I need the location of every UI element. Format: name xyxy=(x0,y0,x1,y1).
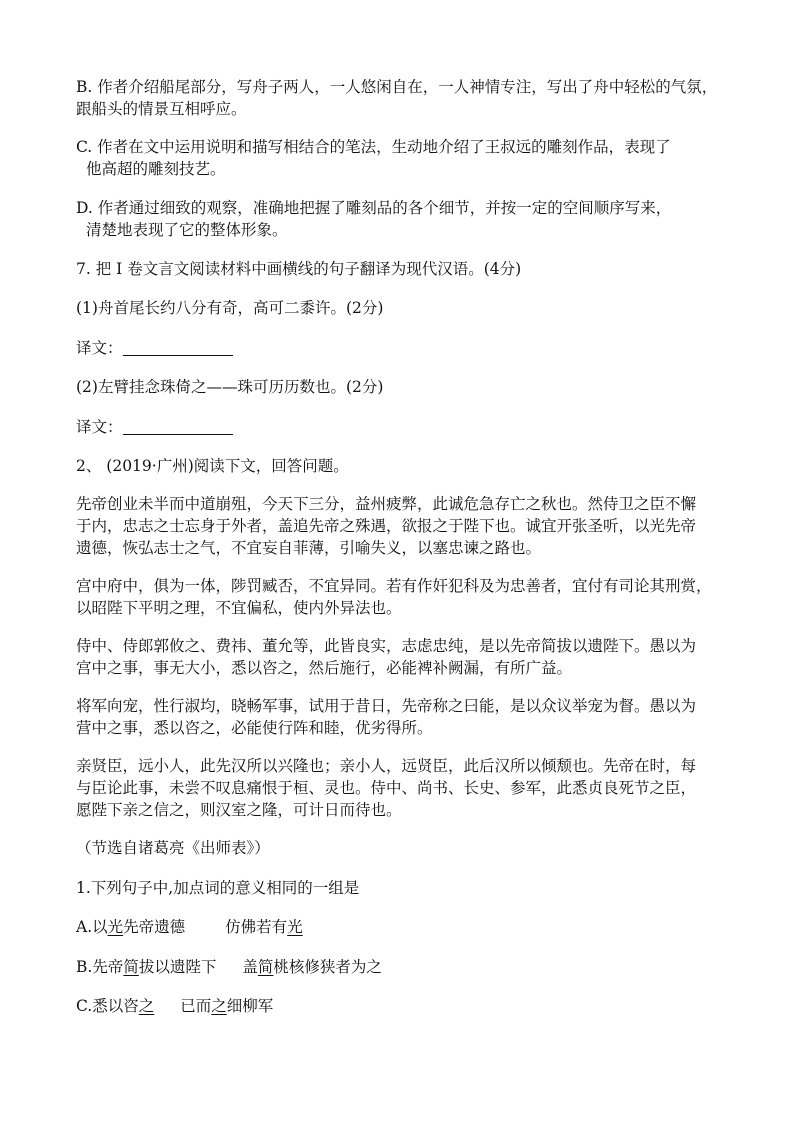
choice-b-prefix: B.先帝 xyxy=(76,958,124,976)
choice-b-compare-rest: 桃核修狭者为之 xyxy=(273,958,382,976)
option-b-line2: 跟船头的情景互相呼应。 xyxy=(76,100,247,118)
answer-blank-2[interactable] xyxy=(123,418,233,435)
passage-p5-line1: 亲贤臣，远小人，此先汉所以兴隆也；亲小人，远贤臣，此后汉所以倾颓也。先帝在时，每 xyxy=(76,757,697,775)
option-b-line1: B. 作者介绍船尾部分，写舟子两人，一人悠闲自在，一人神情专注，写出了舟中轻松的气氛， xyxy=(76,78,718,96)
choice-c-prefix: C.悉以咨 xyxy=(76,997,139,1015)
option-c-line1: C. 作者在文中运用说明和描写相结合的笔法，生动地介绍了王叔远的雕刻作品，表现了 xyxy=(76,138,671,156)
question-1-title: 1.下列句子中,加点词的意义相同的一组是 xyxy=(76,879,360,897)
choice-b-dotted-word: 简 xyxy=(123,958,139,976)
translation-label-2: 译文： xyxy=(76,418,123,436)
passage-p2-line1: 宫中府中，俱为一体，陟罚臧否，不宜异同。若有作奸犯科及为忠善者，宜付有司论其刑赏， xyxy=(76,577,712,595)
choice-b-compare-dotted-word: 简 xyxy=(257,958,274,976)
choice-c-compare-rest: 细柳军 xyxy=(226,997,274,1015)
choice-c-compare-prefix: 已而 xyxy=(180,997,212,1015)
choice-a-dotted-word: 光 xyxy=(107,918,124,936)
choice-b-compare-prefix: 盖 xyxy=(242,958,258,976)
passage-p3-line1: 侍中、侍郎郭攸之、费祎、董允等，此皆良实，志虑忠纯，是以先帝简拔以遗陛下。愚以为 xyxy=(76,637,697,655)
choice-a-compare-dotted-word: 光 xyxy=(287,918,303,936)
passage-p1-line3: 遗德，恢弘志士之气，不宜妄自菲薄，引喻失义，以塞忠谏之路也。 xyxy=(76,539,542,557)
passage-source: （节选自诸葛亮《出师表》） xyxy=(76,839,270,857)
passage-p1-line2: 于内，忠志之士忘身于外者，盖追先帝之殊遇，欲报之于陛下也。诚宜开张圣听，以光先帝 xyxy=(76,517,697,535)
choice-b-rest: 拔以遗陛下 xyxy=(138,958,217,976)
choice-a-rest: 先帝遗德 xyxy=(123,918,186,936)
section-2-header: 2、 (2019·广州)阅读下文，回答问题。 xyxy=(76,457,349,475)
option-c-line2: 他高超的雕刻技艺。 xyxy=(86,160,226,178)
choice-b xyxy=(76,956,382,978)
choice-a-prefix: A.以 xyxy=(76,918,108,936)
question-7-title: 7. 把 I 卷文言文阅读材料中画横线的句子翻译为现代汉语。(4分) xyxy=(76,260,522,278)
choice-c xyxy=(76,995,273,1017)
passage-p3-line2: 宫中之事，事无大小，悉以咨之，然后施行，必能裨补阙漏，有所广益。 xyxy=(76,659,573,677)
choice-c-compare-dotted-word: 之 xyxy=(211,997,227,1015)
translation-label-1: 译文： xyxy=(76,339,123,357)
translation-line-1 xyxy=(76,337,233,359)
passage-p5-line2: 与臣论此事，未尝不叹息痛恨于桓、灵也。侍中、尚书、长史、参军，此悉贞良死节之臣， xyxy=(76,779,697,797)
choice-a xyxy=(76,916,303,938)
translation-line-2 xyxy=(76,416,233,438)
option-d-line1: D. 作者通过细致的观察，准确地把握了雕刻品的各个细节，并按一定的空间顺序写来， xyxy=(76,199,672,217)
choice-a-compare-prefix: 仿佛若有 xyxy=(225,918,288,936)
passage-p5-line3: 愿陛下亲之信之，则汉室之隆，可计日而待也。 xyxy=(76,801,402,819)
passage-p4-line1: 将军向宠，性行淑均，晓畅军事，试用于昔日，先帝称之曰能，是以众议举宠为督。愚以为 xyxy=(76,697,697,715)
question-7-sentence-2: (2)左臂挂念珠倚之——珠可历历数也。(2分) xyxy=(76,378,384,396)
passage-p1-line1: 先帝创业未半而中道崩殂，今天下三分，益州疲弊，此诚危急存亡之秋也。然侍卫之臣不懈 xyxy=(76,495,697,513)
question-7-sentence-1: (1)舟首尾长约八分有奇，高可二黍许。(2分) xyxy=(76,299,384,317)
option-d-line2: 清楚地表现了它的整体形象。 xyxy=(86,221,288,239)
choice-c-dotted-word: 之 xyxy=(138,997,155,1015)
passage-p4-line2: 营中之事，悉以咨之，必能使行阵和睦，优劣得所。 xyxy=(76,719,433,737)
passage-p2-line2: 以昭陛下平明之理，不宜偏私，使内外异法也。 xyxy=(76,599,402,617)
answer-blank-1[interactable] xyxy=(123,339,233,356)
